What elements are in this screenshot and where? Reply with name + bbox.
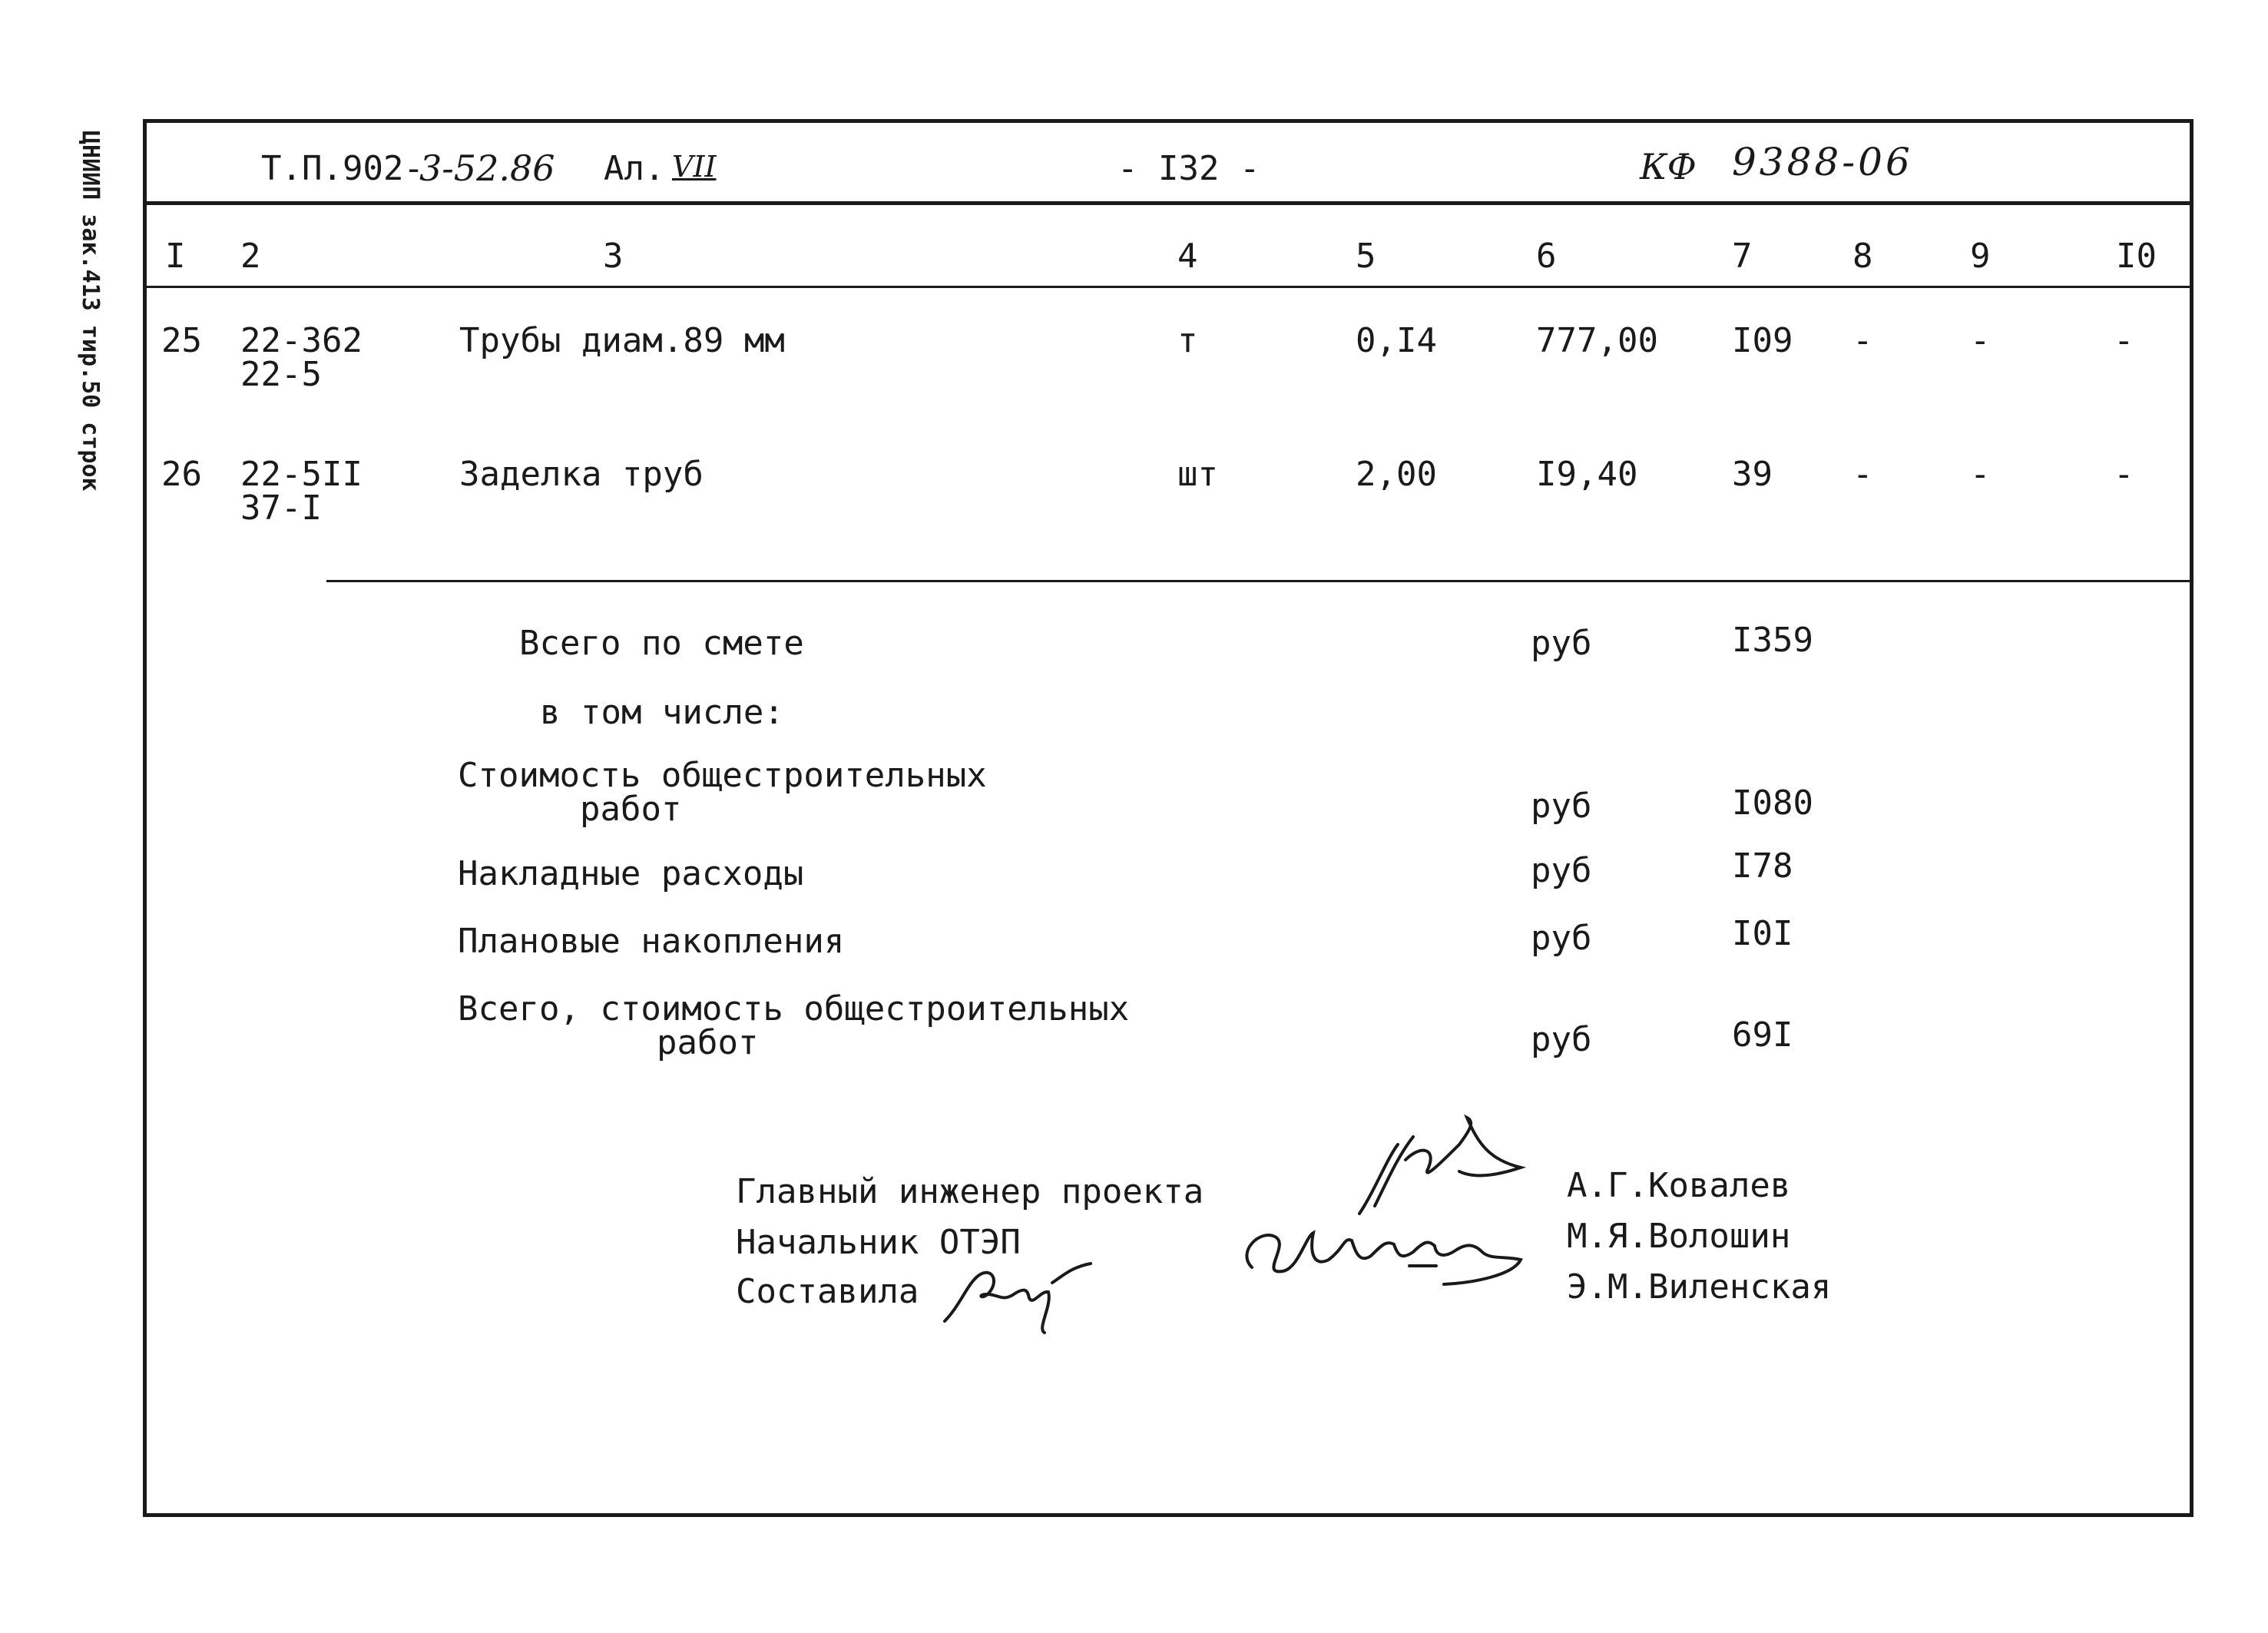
column-header-2: 2 — [240, 237, 261, 276]
summary-item-value: I080 — [1732, 783, 1813, 823]
row-code-1: 22-5II — [240, 455, 363, 494]
row-col10: - — [2114, 455, 2134, 494]
album-label: Ал. — [604, 149, 665, 188]
row-code-2: 22-5 — [240, 355, 322, 394]
row-name: Трубы диам.89 мм — [459, 321, 785, 360]
column-header-10: I0 — [2116, 237, 2157, 276]
summary-item-label: работ — [657, 1023, 759, 1062]
total-unit: руб — [1531, 624, 1592, 663]
column-header-4: 4 — [1177, 237, 1198, 276]
summary-item-label: Плановые накопления — [458, 922, 845, 961]
row-code-1: 22-362 — [240, 321, 363, 360]
summary-item-label: Стоимость общестроительных — [458, 756, 987, 795]
side-stamp-text: ЦНИИП зак.413 тир.50 строк 26 — [77, 131, 104, 499]
column-header-divider — [143, 286, 2194, 288]
column-header-1: I — [165, 237, 186, 276]
copy-code-prefix: КФ — [1640, 146, 1697, 187]
signature-role: Начальник ОТЭП — [736, 1223, 1021, 1262]
total-label: Всего по смете — [519, 624, 804, 663]
row-name: Заделка труб — [459, 455, 704, 494]
row-col8: - — [1852, 455, 1873, 494]
row-quantity: 2,00 — [1356, 455, 1437, 494]
column-header-7: 7 — [1732, 237, 1753, 276]
summary-item-value: I78 — [1732, 846, 1793, 886]
summary-item-unit: руб — [1531, 919, 1592, 958]
summary-item-label: Всего, стоимость общестроительных — [458, 989, 1130, 1028]
summary-item-value: I0I — [1732, 914, 1793, 953]
summary-item-label: работ — [580, 790, 682, 829]
row-quantity: 0,I4 — [1356, 321, 1437, 360]
row-total: I09 — [1732, 321, 1793, 360]
side-stamp — [66, 131, 112, 499]
row-col9: - — [1970, 321, 1991, 360]
summary-item-label: Накладные расходы — [458, 854, 804, 893]
row-col8: - — [1852, 321, 1873, 360]
signature-compiler — [937, 1260, 1106, 1337]
row-col10: - — [2114, 321, 2134, 360]
total-value: I359 — [1732, 621, 1813, 660]
row-number: 26 — [161, 455, 202, 494]
signature-role: Составила — [736, 1272, 919, 1311]
header-divider — [143, 201, 2194, 205]
doc-code-handwritten: 3-52.86 — [419, 147, 555, 189]
summary-item-unit: руб — [1531, 851, 1592, 890]
signature-name: М.Я.Волошин — [1567, 1217, 1791, 1256]
row-total: 39 — [1732, 455, 1773, 494]
row-price: I9,40 — [1536, 455, 1638, 494]
summary-item-unit: руб — [1531, 787, 1592, 826]
row-code-2: 37-I — [240, 489, 322, 528]
album-number: VII — [672, 150, 717, 184]
document-frame — [143, 119, 2194, 1517]
copy-code-number: 9388-06 — [1732, 140, 1913, 184]
signature-department-head — [1229, 1198, 1536, 1298]
signature-name: Э.М.Виленская — [1567, 1267, 1832, 1307]
row-unit: шт — [1177, 455, 1218, 494]
table-end-divider — [326, 580, 2193, 582]
side-stamp-graphic — [66, 131, 112, 499]
column-header-3: 3 — [603, 237, 624, 276]
summary-item-unit: руб — [1531, 1020, 1592, 1059]
row-number: 25 — [161, 321, 202, 360]
column-header-6: 6 — [1536, 237, 1557, 276]
signature-role: Главный инженер проекта — [736, 1172, 1204, 1211]
including-label: в том числе: — [540, 693, 784, 732]
doc-code: Т.П.902- — [261, 149, 424, 188]
summary-item-value: 69I — [1732, 1015, 1793, 1055]
column-header-5: 5 — [1356, 237, 1376, 276]
row-unit: т — [1177, 321, 1198, 360]
row-col9: - — [1970, 455, 1991, 494]
signature-name: А.Г.Ковалев — [1567, 1166, 1791, 1205]
row-price: 777,00 — [1536, 321, 1658, 360]
page-number: - I32 - — [1117, 149, 1260, 188]
column-header-9: 9 — [1970, 237, 1991, 276]
column-header-8: 8 — [1852, 237, 1873, 276]
